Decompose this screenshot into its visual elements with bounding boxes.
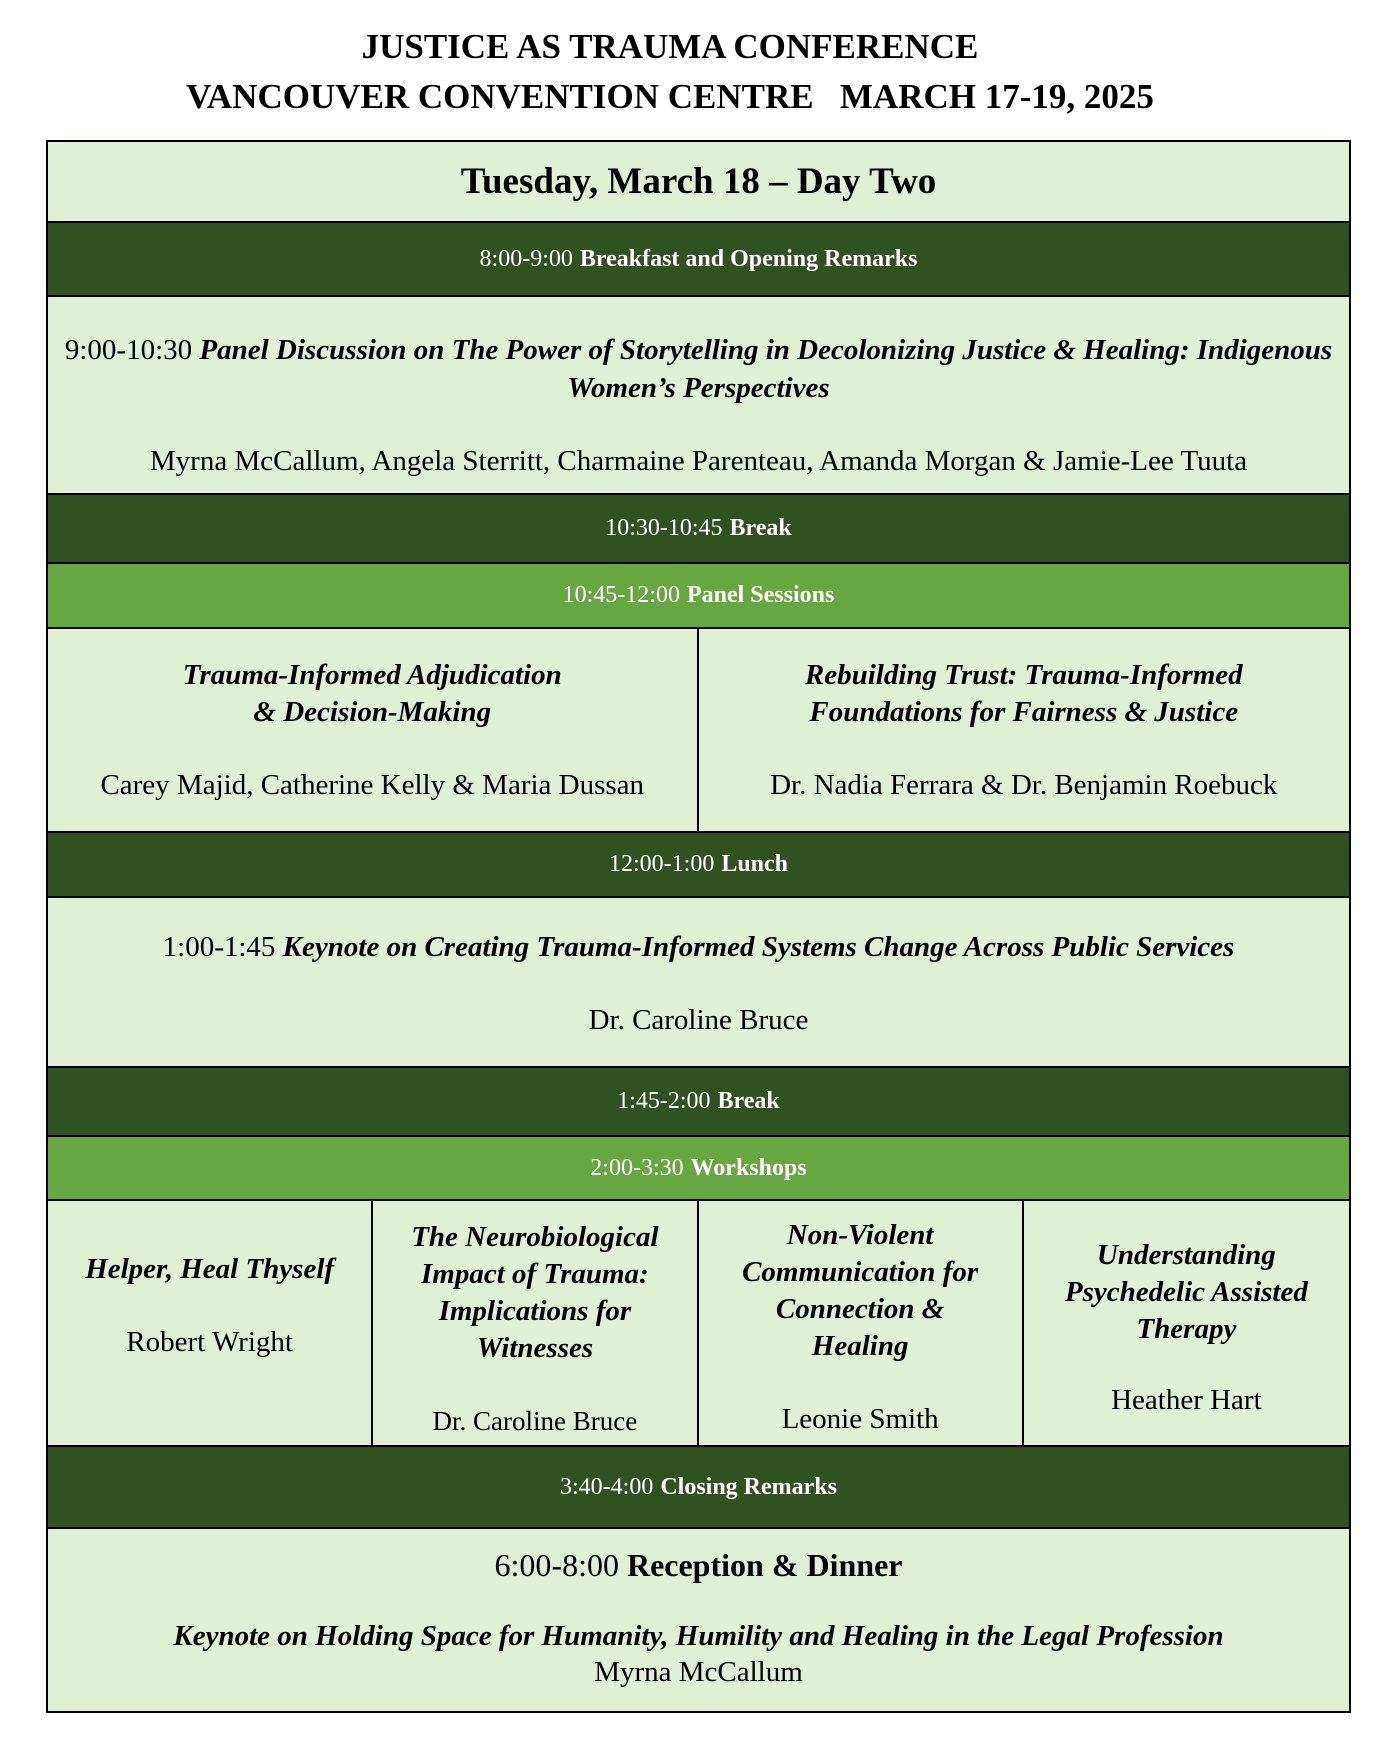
break-row-2: [48, 1068, 1349, 1137]
closing-row: [48, 1447, 1349, 1529]
panel-session-cell: [699, 629, 1350, 831]
workshop-title: Understanding Psychedelic Assisted Therapy: [1064, 1239, 1308, 1345]
break1-time: 10:30-10:45: [605, 515, 723, 541]
workshop-title: The Neurobiological Impact of Trauma: Implications for Witnesses: [411, 1221, 659, 1364]
panel-discussion-row: [48, 297, 1349, 495]
day-title-row: [48, 142, 1349, 223]
panel-session-title: [805, 657, 1243, 731]
panel-session-title-line: Foundations for Fairness & Justice: [809, 696, 1239, 728]
conference-title: JUSTICE AS TRAUMA CONFERENCE: [361, 27, 979, 66]
panel-session-title-line: Trauma-Informed Adjudication: [182, 659, 562, 691]
panel-session-title: [183, 657, 562, 731]
lunch-label: Lunch: [721, 851, 789, 877]
panel-sessions-row: [48, 564, 1349, 629]
workshops-label: Workshops: [690, 1154, 807, 1181]
workshop-speaker: Leonie Smith: [781, 1403, 939, 1435]
reception-row: [48, 1529, 1349, 1711]
workshops-time: 2:00-3:30: [590, 1154, 684, 1181]
closing-label: Closing Remarks: [660, 1473, 837, 1500]
workshop-speaker: Heather Hart: [1111, 1384, 1262, 1416]
workshop-speaker: Robert Wright: [126, 1326, 293, 1358]
workshop-cell: [48, 1201, 373, 1445]
break-row-1: [48, 495, 1349, 564]
keynote-heading: [48, 928, 1349, 966]
workshop-cell: [1024, 1201, 1349, 1445]
panel-sessions-grid: [48, 629, 1349, 833]
panel-session-speakers: Dr. Nadia Ferrara & Dr. Benjamin Roebuck: [770, 769, 1278, 801]
workshop-cell: [373, 1201, 698, 1445]
break1-label: Break: [729, 515, 792, 541]
breakfast-row: [48, 223, 1349, 297]
workshops-row: [48, 1137, 1349, 1201]
panel-session-cell: [48, 629, 699, 831]
workshops-grid: [48, 1201, 1349, 1447]
keynote-time: 1:00-1:45: [162, 931, 276, 963]
reception-keynote-title: Keynote on Holding Space for Humanity, Humility and Healing in the Legal Profession: [173, 1620, 1224, 1652]
breakfast-label: Breakfast and Opening Remarks: [579, 245, 918, 272]
panel-session-title-line: & Decision-Making: [253, 696, 492, 728]
keynote-speaker: Dr. Caroline Bruce: [588, 1004, 809, 1036]
workshop-title: Non-Violent Communication for Connection & Healing: [742, 1219, 979, 1362]
panel-sessions-label: Panel Sessions: [686, 582, 835, 608]
reception-heading: [48, 1545, 1349, 1585]
keynote-row: [48, 898, 1349, 1068]
reception-speaker: Myrna McCallum: [594, 1656, 803, 1688]
break2-time: 1:45-2:00: [617, 1088, 711, 1114]
panel-discussion-time: 9:00-10:30: [64, 334, 193, 366]
reception-label: Reception & Dinner: [626, 1547, 903, 1583]
lunch-time: 12:00-1:00: [608, 851, 715, 877]
panel-session-speakers: Carey Majid, Catherine Kelly & Maria Dussan: [100, 769, 645, 801]
workshop-cell: [699, 1201, 1024, 1445]
day-title: Tuesday, March 18 – Day Two: [460, 161, 937, 202]
keynote-title: Keynote on Creating Trauma-Informed Systems Change Across Public Services: [282, 931, 1235, 963]
panel-discussion-title: Panel Discussion on The Power of Storytelling in Decolonizing Justice & Healing: Indigenous Women’s Perspectives: [199, 334, 1333, 404]
venue-dates: VANCOUVER CONVENTION CENTRE MARCH 17-19, 2025: [186, 77, 1154, 116]
panel-sessions-time: 10:45-12:00: [562, 582, 680, 608]
breakfast-time: 8:00-9:00: [479, 245, 573, 272]
document-header: [0, 22, 1340, 122]
closing-time: 3:40-4:00: [560, 1473, 654, 1500]
panel-session-title-line: Rebuilding Trust: Trauma-Informed: [804, 659, 1243, 691]
panel-discussion-heading: [48, 331, 1349, 407]
workshop-speaker: Dr. Caroline Bruce: [432, 1406, 638, 1436]
break2-label: Break: [717, 1088, 780, 1114]
reception-time: 6:00-8:00: [494, 1547, 619, 1583]
reception-keynote: [48, 1618, 1349, 1654]
panel-discussion-speakers: Myrna McCallum, Angela Sterritt, Charmaine Parenteau, Amanda Morgan & Jamie-Lee Tuuta: [149, 445, 1248, 477]
schedule-table: [46, 140, 1351, 1713]
workshop-title: Helper, Heal Thyself: [85, 1253, 335, 1285]
lunch-row: [48, 833, 1349, 898]
